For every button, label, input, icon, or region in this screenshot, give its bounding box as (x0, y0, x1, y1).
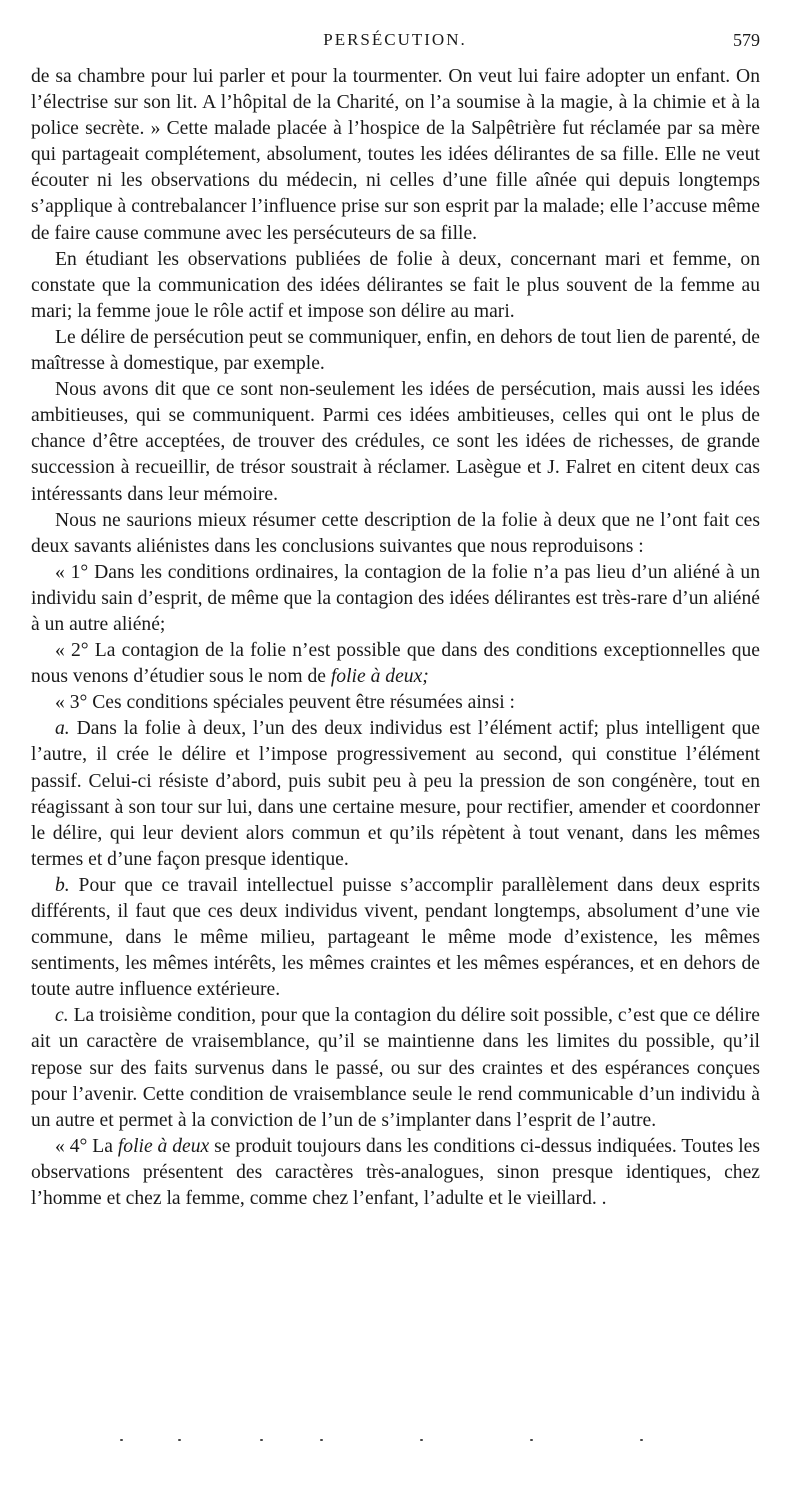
speck (260, 1439, 263, 1441)
paragraph-text: Le délire de persécution peut se communiquer, enfin, en dehors de tout lien de parenté, de maîtresse à domestique, par exemple. (31, 326, 760, 375)
conclusion-4 (31, 1134, 760, 1212)
italic-term: folie à deux; (330, 666, 429, 688)
paragraph-text: « 2° La contagion de la folie n’est possible que dans des conditions exceptionnelles que nous venons d’étudier sous le nom de (31, 640, 760, 688)
speck (178, 1439, 181, 1441)
conclusion-2 (31, 638, 760, 690)
paragraph-text: Nous ne saurions mieux résumer cette description de la folie à deux que ne l’ont fait ces deux savants aliénistes dans les conclusions suivantes que nous reproduisons : (31, 509, 760, 557)
paragraph-text: « 1° Dans les conditions ordinaires, la contagion de la folie n’a pas lieu d’un aliéné à un individu sain d’esprit, de même que la contagion des idées délirantes est très-rare d’un aliéné à un autre aliéné; (31, 561, 760, 635)
paragraph (31, 325, 760, 377)
speck (420, 1439, 423, 1441)
italic-term: folie à deux (117, 1135, 210, 1157)
paragraph-text: En étudiant les observations publiées de folie à deux, concernant mari et femme, on constate que la communication des idées délirantes se fait le plus souvent de la femme au mari; la femme joue le rôle actif et impose son délire au mari. (31, 248, 760, 322)
list-label: a. (55, 718, 70, 740)
running-head (30, 30, 760, 54)
condition-a (31, 716, 760, 873)
paragraph-text: La troisième condition, pour que la contagion du délire soit possible, c’est que ce délire ait un caractère de vraisemblance, qu’il se maintienne dans les limites du possible, qu’il repose sur des faits survenus dans le passé, ou sur des craintes et des espérances conçues pour l’avenir. Cette condition de vraisemblance seule le rend communicable d’un individu à un autre et permet à la conviction de l’un de s’implanter dans l’esprit de l’autre. (31, 1005, 760, 1131)
running-title: PERSÉCUTION. (323, 30, 467, 49)
paragraph (31, 64, 760, 247)
paragraph-text: « 3° Ces conditions spéciales peuvent être résumées ainsi : (55, 692, 516, 714)
paragraph-text: « 4° La (55, 1135, 118, 1157)
page-number: 579 (733, 30, 760, 50)
paragraph (31, 508, 760, 560)
paragraph-text: Nous avons dit que ce sont non-seulement les idées de persécution, mais aussi les idées ambitieuses, qui se communiquent. Parmi ces idées ambitieuses, celles qui ont le plus de chance d’être acceptées, de trouver des crédules, ce sont les idées de richesses, de grande succession à recueillir, de trésor soustrait à réclamer. Lasègue et J. Falret en citent deux cas intéressants dans leur mémoire. (31, 379, 760, 505)
speck (320, 1439, 323, 1441)
body-text (31, 64, 760, 1212)
speck (530, 1439, 533, 1441)
paragraph (31, 247, 760, 325)
condition-c (31, 1003, 760, 1133)
condition-b (31, 873, 760, 1003)
paragraph-text: se produit toujours dans les conditions ci-dessus indiquées. Toutes les observations présentent des caractères très-analogues, sinon presque identiques, chez l’homme et chez la femme, comme chez l’enfant, l’adulte et le vieillard. . (31, 1135, 761, 1210)
list-label: b. (55, 874, 70, 896)
speck (640, 1439, 643, 1441)
list-label: c. (55, 1005, 69, 1027)
print-specks (120, 1437, 680, 1443)
conclusion-3 (31, 690, 760, 716)
conclusion-1 (31, 560, 760, 638)
speck (120, 1439, 123, 1441)
paragraph-text: de sa chambre pour lui parler et pour la tourmenter. On veut lui faire adopter un enfant. On l’électrise sur son lit. A l’hôpital de la Charité, on l’a soumise à la magie, à la chimie et à la police secrète. » Cette malade placée à l’hospice de la Salpêtrière fut réclamée par sa mère qui partageait complétement, absolument, toutes les idées délirantes de sa fille. Elle ne veut écouter ni les observations du médecin, ni celles d’une fille aînée qui depuis longtemps s’applique à contrebalancer l’influence prise sur son esprit par la malade; elle l’accuse même de faire cause commune avec les persécuteurs de sa fille. (31, 66, 760, 244)
paragraph (31, 377, 760, 507)
paragraph-text: Dans la folie à deux, l’un des deux individus est l’élément actif; plus intelligent que l’autre, il crée le délire et l’impose progressivement au second, qui constitue l’élément passif. Celui-ci résiste d’abord, puis subit peu à peu la pression de son congénère, tout en réagissant à son tour sur lui, dans une certaine mesure, pour rectifier, amender et coordonner le délire, qui leur devient alors commun et qu’ils répètent à tout venant, dans les mêmes termes et d’une façon presque identique. (31, 718, 760, 870)
paragraph-text: Pour que ce travail intellectuel puisse s’accomplir parallèlement dans deux esprits différents, il faut que ces deux individus vivent, pendant longtemps, absolument d’une vie commune, dans le même milieu, partageant le même mode d’existence, les mêmes sentiments, les mêmes intérêts, les mêmes craintes et les mêmes espérances, et en dehors de toute autre influence extérieure. (31, 874, 760, 1001)
